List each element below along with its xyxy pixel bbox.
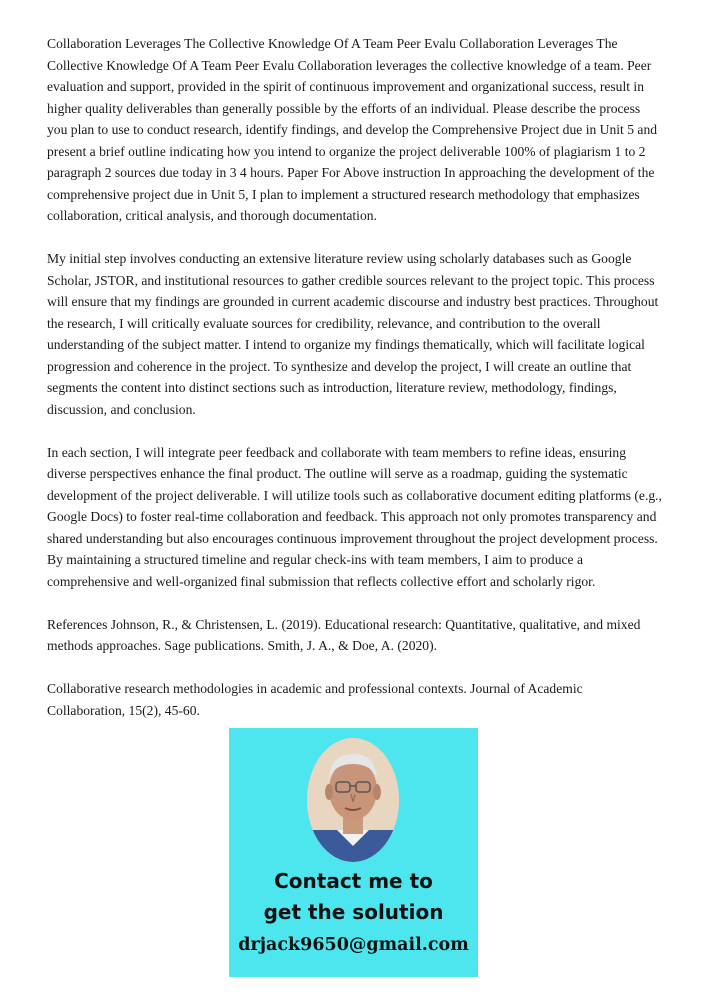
paragraph-research-method: My initial step involves conducting an extensive literature review using scholarly databases such as Google Scholar, JSTOR, and institutional resources to gather credible sources relevant to the project topic. This process will ensure that my findings are grounded in current academic discourse and industry best practices. Throughout the research, I will critically evaluate sources for credibility, relevance, and contribution to the overall understanding of the subject matter. I intend to organize my findings thematically, which will facilitate logical progression and coherence in the project. To synthesize and develop the project, I will create an outline that segments the content into distinct sections such as introduction, literature review, methodology, findings, discussion, and conclusion. [47, 251, 659, 417]
paragraph-intro: Collaboration Leverages The Collective Knowledge Of A Team Peer Evalu Collaboration Leverages The Collective Knowledge Of A Team Peer Evalu Collaboration leverages the collective knowledge of a team. Peer evaluation and support, provided in the spirit of continuous improvement and organizational success, result in higher quality deliverables than generally possible by the efforts of an individual. Please describe the process you plan to use to conduct research, identify findings, and develop the Comprehensive Project due in Unit 5 and present a brief outline indicating how you intend to organize the project deliverable 100% of plagiarism 1 to 2 paragraph 2 sources due today in 3 4 hours. Paper For Above instruction In approaching the development of the comprehensive project due in Unit 5, I plan to implement a structured research methodology that emphasizes collaboration, critical analysis, and thorough documentation. [47, 36, 658, 223]
promo-line-2: get the solution [263, 900, 444, 924]
paragraph-references: References Johnson, R., & Christensen, L. (2019). Educational research: Quantitative, qualitative, and mixed methods approaches. Sage publications. Smith, J. A., & Doe, A. (2020). [47, 616, 641, 653]
portrait-image [307, 738, 399, 862]
paragraph-reference-continued: Collaborative research methodologies in academic and professional contexts. Journal of Academic Collaboration, 15(2), 45-60. [47, 681, 583, 718]
document-body [47, 33, 662, 743]
promo-line-1: Contact me to [274, 869, 433, 893]
paragraph-collaboration: In each section, I will integrate peer feedback and collaborate with team members to refine ideas, ensuring diverse perspectives enhance the final product. The outline will serve as a roadmap, guiding the systematic development of the project deliverable. I will utilize tools such as collaborative document editing platforms (e.g., Google Docs) to foster real-time collaboration and feedback. This approach not only promotes transparency and shared understanding but also encourages continuous improvement throughout the project development process. By maintaining a structured timeline and regular check-ins with team members, I aim to produce a comprehensive and well-organized final submission that reflects collective effort and scholarly rigor. [47, 444, 662, 589]
author-portrait [307, 738, 399, 862]
contact-email-link[interactable]: drjack9650@gmail.com [238, 935, 469, 955]
contact-promo-banner[interactable] [229, 728, 478, 977]
